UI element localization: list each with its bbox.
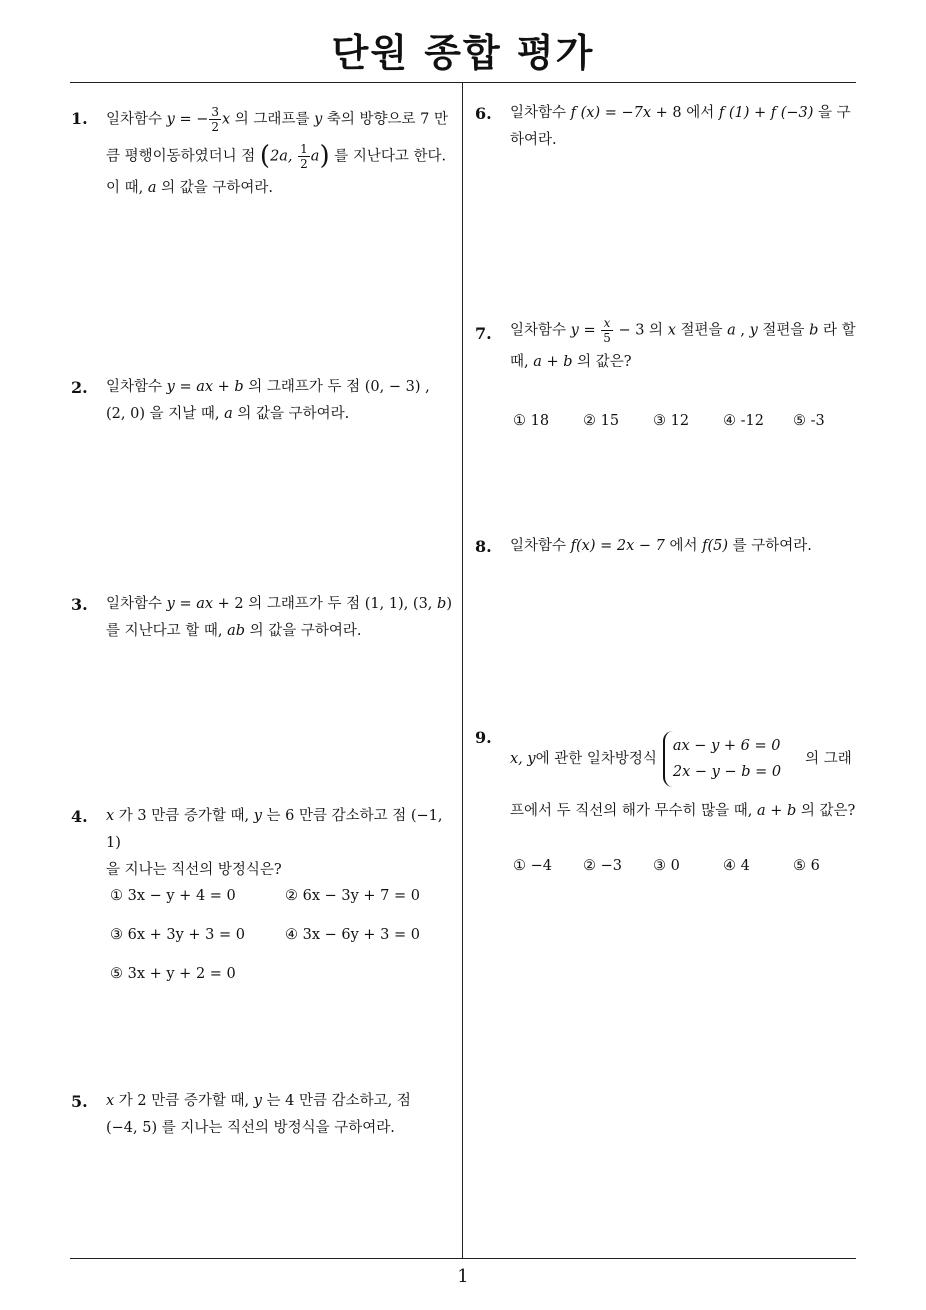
question-text-line: 를 지난다고 할 때, ab 의 값을 구하여라. [106, 623, 362, 639]
choice-4[interactable]: ④ -12 [723, 413, 764, 429]
question-text-line: 일차함수 y = ax + 2 의 그래프가 두 점 (1, 1), (3, b) [106, 596, 452, 612]
question-number: 4. [71, 807, 88, 826]
question-text-line: 일차함수 y = ax + b 의 그래프가 두 점 (0, − 3) , [106, 379, 430, 395]
choice-5[interactable]: ⑤ 6 [793, 858, 820, 874]
question-number: 6. [475, 104, 492, 123]
choice-2[interactable]: ② −3 [583, 858, 622, 874]
question-number: 3. [71, 595, 88, 614]
page-title: 단원 종합 평가 [331, 31, 595, 75]
question-text-line: 큼 평행이동하였더니 점 (2a, $\frac{1}{2}$ a) 를 지난다고 한다. [106, 141, 447, 171]
equation-system: ax − y + 6 = 0 2x − y − b = 0 [663, 731, 781, 787]
choice-1[interactable]: ① 3x − y + 4 = 0 [110, 888, 236, 904]
fraction: $\frac{x}{5}$ [603, 316, 611, 345]
question-6 [475, 100, 862, 154]
question-7 [475, 316, 862, 376]
question-number: 9. [475, 728, 492, 747]
question-text-line: (−4, 5) 를 지나는 직선의 방정식을 구하여라. [106, 1120, 395, 1136]
question-text-line: 을 지나는 직선의 방정식은? [106, 862, 282, 878]
question-text-line: x 가 2 만큼 증가할 때, y 는 4 만큼 감소하고, 점 [106, 1093, 411, 1109]
choice-3[interactable]: ③ 6x + 3y + 3 = 0 [110, 927, 245, 943]
choice-2[interactable]: ② 6x − 3y + 7 = 0 [285, 888, 420, 904]
bottom-rule [70, 1258, 856, 1259]
question-2 [71, 374, 456, 428]
question-number: 7. [475, 324, 492, 343]
choice-3[interactable]: ③ 0 [653, 858, 680, 874]
question-5 [71, 1088, 456, 1142]
question-number: 1. [71, 109, 88, 128]
fraction: $\frac{1}{2}$ [300, 142, 308, 171]
choice-2[interactable]: ② 15 [583, 413, 620, 429]
question-9 [475, 724, 862, 825]
page-number: 1 [457, 1266, 469, 1287]
choice-4[interactable]: ④ 3x − 6y + 3 = 0 [285, 927, 420, 943]
choice-5[interactable]: ⑤ 3x + y + 2 = 0 [110, 966, 236, 982]
question-text-line: 일차함수 f(x) = 2x − 7 에서 f(5) 를 구하여라. [510, 538, 812, 554]
question-3 [71, 591, 456, 645]
question-text-line: 일차함수 f (x) = −7x + 8 에서 f (1) + f (−3) 을 구 [510, 105, 851, 121]
choice-4[interactable]: ④ 4 [723, 858, 750, 874]
column-divider [462, 83, 463, 1258]
question-text-line: x, y 에 관한 일차방정식 ax − y + 6 = 0 2x − y − b = 0 의 그래 [510, 724, 862, 794]
fraction: $\frac{3}{2}$ [211, 105, 220, 134]
question-text-line: x 가 3 만큼 증가할 때, y 는 6 만큼 감소하고 점 (−1, 1) [106, 808, 443, 851]
question-text-line: 일차함수 y = $\frac{x}{5}$ − 3 의 x 절편을 a , y 절편을 b 라 할 [510, 316, 856, 345]
question-text-line: 이 때, a 의 값을 구하여라. [106, 180, 273, 196]
question-1 [71, 105, 456, 202]
question-number: 8. [475, 537, 492, 556]
choice-1[interactable]: ① −4 [513, 858, 552, 874]
question-number: 5. [71, 1092, 88, 1111]
question-text-line: (2, 0) 을 지날 때, a 의 값을 구하여라. [106, 406, 350, 422]
choice-3[interactable]: ③ 12 [653, 413, 690, 429]
question-8 [475, 533, 862, 560]
choice-5[interactable]: ⑤ -3 [793, 413, 825, 429]
question-4 [71, 803, 456, 884]
choice-1[interactable]: ① 18 [513, 413, 550, 429]
question-text-line: 때, a + b 의 값은? [510, 354, 632, 370]
top-rule [70, 82, 856, 83]
question-text-line: 일차함수 y = − $\frac{3}{2}$ x 의 그래프를 y 축의 방향으로 7 만 [106, 105, 448, 134]
question-text-line: 하여라. [510, 132, 557, 148]
question-number: 2. [71, 378, 88, 397]
question-text-line: 프에서 두 직선의 해가 무수히 많을 때, a + b 의 값은? [510, 803, 856, 819]
